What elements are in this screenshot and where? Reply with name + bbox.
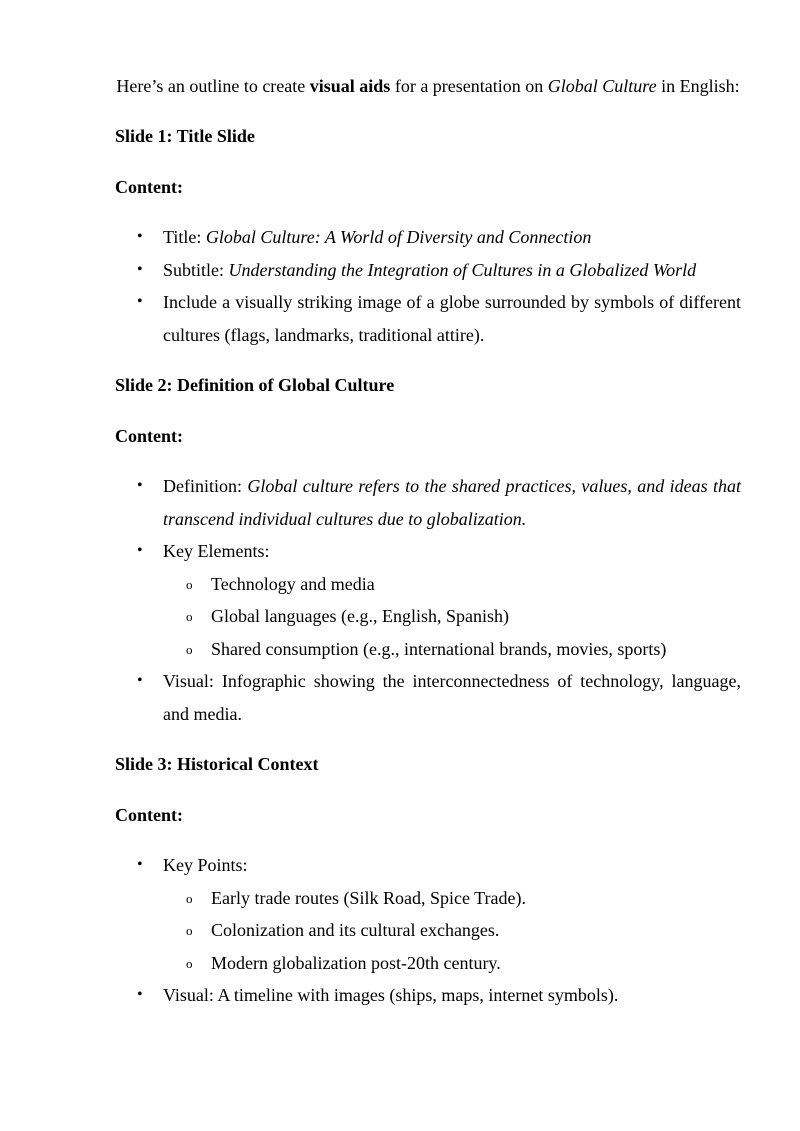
sub-list [163, 568, 741, 666]
intro-bold-text: visual aids [309, 76, 391, 96]
item-italic-text: Understanding the Integration of Cultures in a Globalized World [228, 259, 697, 280]
sub-list-item [163, 947, 741, 980]
bullet-icon: • [137, 672, 143, 689]
list-item [115, 221, 741, 254]
bullet-icon: • [137, 856, 143, 873]
bullet-icon: • [137, 228, 143, 245]
slide-3-content-label: Content: [115, 805, 183, 825]
list-item [115, 254, 741, 287]
intro-italic-text: Global Culture [547, 76, 657, 96]
bullet-icon: • [137, 477, 143, 494]
slide-2-heading: Slide 2: Definition of Global Culture [115, 375, 395, 395]
sub-bullet-icon: o [186, 609, 193, 624]
list-item [115, 286, 741, 351]
bullet-icon: • [137, 542, 143, 559]
sub-item-label: Global languages (e.g., English, Spanish) [211, 606, 509, 626]
sub-bullet-icon: o [186, 641, 193, 657]
intro-paragraph [115, 70, 741, 102]
intro-text: for a presentation on [390, 76, 548, 96]
intro-text: in English: [656, 76, 740, 96]
list-item [115, 470, 741, 535]
item-italic-text: Global Culture: A World of Diversity and Connection [205, 227, 592, 247]
item-label: Visual: Infographic showing the interconnectedness of technology, language, and media. [163, 671, 741, 724]
sub-item-label: Early trade routes (Silk Road, Spice Trade). [211, 887, 526, 908]
sub-bullet-icon: o [186, 890, 193, 906]
sub-item-label: Shared consumption (e.g., international brands, movies, sports) [211, 638, 667, 659]
sub-list-item [163, 568, 741, 601]
item-label: Key Points: [163, 855, 248, 875]
sub-bullet-icon: o [186, 923, 193, 938]
item-label: Include a visually striking image of a globe surrounded by symbols of different cultures (flags, landmarks, traditional attire). [163, 292, 741, 345]
sub-list-item [163, 914, 741, 947]
sub-list-item [163, 600, 741, 633]
list-item [115, 849, 741, 979]
list-item [115, 535, 741, 665]
sub-bullet-icon: o [186, 576, 193, 592]
slide-1-list [115, 221, 741, 351]
bullet-icon: • [137, 293, 143, 310]
bullet-icon: • [137, 260, 143, 278]
sub-list-item [163, 882, 741, 915]
item-italic-text: Global culture refers to the shared practices, values, and ideas that transcend individual cultures due to globalization. [163, 476, 741, 529]
item-label: Visual: A timeline with images (ships, maps, internet symbols). [163, 985, 619, 1005]
list-item [115, 979, 741, 1012]
slide-3-heading: Slide 3: Historical Context [115, 754, 319, 774]
sub-bullet-icon: o [186, 955, 193, 971]
slide-1-heading: Slide 1: Title Slide [115, 126, 255, 146]
slide-3-list [115, 849, 741, 1012]
slide-2-content-label: Content: [115, 426, 183, 446]
sub-list-item [163, 633, 741, 666]
item-label: Key Elements: [163, 541, 270, 561]
item-label: Title: [163, 227, 206, 247]
sub-item-label: Modern globalization post-20th century. [211, 952, 501, 973]
sub-list [163, 882, 741, 980]
bullet-icon: • [137, 986, 143, 1003]
sub-item-label: Colonization and its cultural exchanges. [211, 920, 500, 940]
slide-2-list [115, 470, 741, 730]
intro-text: Here’s an outline to create [116, 76, 310, 96]
item-label: Subtitle: [163, 259, 229, 280]
item-label: Definition: [163, 476, 248, 496]
list-item [115, 665, 741, 730]
document-page [115, 70, 741, 1030]
sub-item-label: Technology and media [211, 573, 375, 594]
slide-1-content-label: Content: [115, 177, 183, 197]
